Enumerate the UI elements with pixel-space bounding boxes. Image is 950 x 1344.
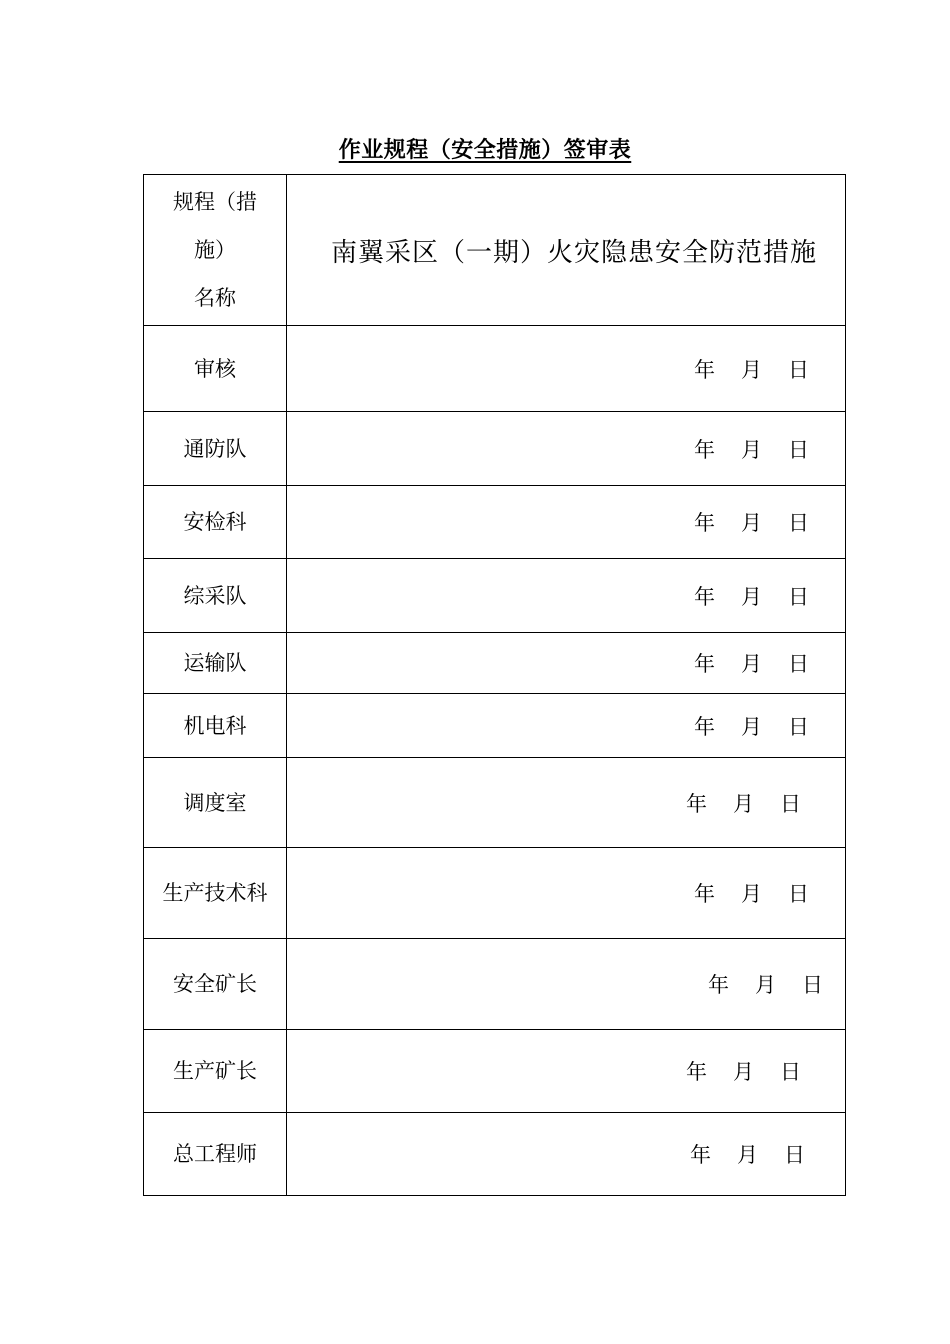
day-label: 日 bbox=[780, 1060, 801, 1084]
year-label: 年 bbox=[686, 791, 707, 816]
table-row bbox=[144, 694, 846, 758]
table-row bbox=[144, 1113, 846, 1196]
date-line bbox=[694, 434, 809, 464]
row-label-chief-engineer: 总工程师 bbox=[144, 1113, 287, 1196]
table-row bbox=[144, 559, 846, 633]
signature-cell-electromechanical[interactable] bbox=[287, 694, 846, 758]
procedure-name-label-line1: 规程（措 bbox=[173, 190, 257, 214]
table-row bbox=[144, 412, 846, 486]
date-line bbox=[694, 507, 809, 537]
year-label: 年 bbox=[694, 511, 715, 535]
signature-cell-production-technology[interactable] bbox=[287, 848, 846, 939]
month-label: 月 bbox=[741, 357, 762, 382]
day-label: 日 bbox=[788, 714, 809, 739]
sign-review-table bbox=[143, 174, 846, 1196]
day-label: 日 bbox=[802, 973, 823, 997]
year-label: 年 bbox=[686, 1060, 707, 1084]
row-label-safety-inspection: 安检科 bbox=[144, 486, 287, 559]
month-label: 月 bbox=[733, 791, 754, 816]
month-label: 月 bbox=[733, 1060, 754, 1084]
row-label-transport-team: 运输队 bbox=[144, 633, 287, 694]
signature-cell-chief-engineer[interactable] bbox=[287, 1113, 846, 1196]
month-label: 月 bbox=[737, 1143, 758, 1167]
signature-cell-review[interactable] bbox=[287, 326, 846, 412]
day-label: 日 bbox=[788, 882, 809, 906]
day-label: 日 bbox=[788, 511, 809, 535]
procedure-name-label bbox=[144, 175, 287, 326]
procedure-name-label-line2: 施） bbox=[194, 238, 236, 262]
month-label: 月 bbox=[741, 437, 762, 462]
month-label: 月 bbox=[741, 882, 762, 906]
date-line bbox=[690, 1139, 805, 1169]
date-line bbox=[694, 711, 809, 741]
year-label: 年 bbox=[690, 1143, 711, 1167]
day-label: 日 bbox=[788, 584, 809, 609]
signature-cell-safety-inspection[interactable] bbox=[287, 486, 846, 559]
date-line bbox=[686, 788, 801, 818]
signature-cell-mining-team[interactable] bbox=[287, 559, 846, 633]
month-label: 月 bbox=[741, 584, 762, 609]
month-label: 月 bbox=[741, 511, 762, 535]
year-label: 年 bbox=[694, 357, 715, 382]
date-line bbox=[694, 354, 809, 384]
row-label-production-mine-director: 生产矿长 bbox=[144, 1030, 287, 1113]
procedure-name-value-cell bbox=[287, 175, 846, 326]
year-label: 年 bbox=[708, 973, 729, 997]
row-label-mining-team: 综采队 bbox=[144, 559, 287, 633]
date-line bbox=[694, 581, 809, 611]
signature-cell-dispatch-room[interactable] bbox=[287, 758, 846, 848]
procedure-name-label-line3: 名称 bbox=[194, 286, 236, 310]
day-label: 日 bbox=[780, 791, 801, 816]
signature-cell-production-mine-director[interactable] bbox=[287, 1030, 846, 1113]
year-label: 年 bbox=[694, 882, 715, 906]
document-title: 作业规程（安全措施）签审表 bbox=[338, 138, 632, 163]
row-label-electromechanical: 机电科 bbox=[144, 694, 287, 758]
signature-cell-ventilation-team[interactable] bbox=[287, 412, 846, 486]
row-label-review: 审核 bbox=[144, 326, 287, 412]
year-label: 年 bbox=[694, 714, 715, 739]
table-row bbox=[144, 758, 846, 848]
signature-cell-transport-team[interactable] bbox=[287, 633, 846, 694]
day-label: 日 bbox=[788, 437, 809, 462]
year-label: 年 bbox=[694, 584, 715, 609]
table-row-procedure-name bbox=[144, 175, 846, 326]
table-row bbox=[144, 939, 846, 1030]
procedure-name-value: 南翼采区（一期）火灾隐患安全防范措施 bbox=[330, 237, 817, 268]
day-label: 日 bbox=[788, 357, 809, 382]
table-row bbox=[144, 633, 846, 694]
month-label: 月 bbox=[741, 652, 762, 676]
day-label: 日 bbox=[788, 652, 809, 676]
row-label-safety-mine-director: 安全矿长 bbox=[144, 939, 287, 1030]
row-label-production-technology: 生产技术科 bbox=[144, 848, 287, 939]
day-label: 日 bbox=[784, 1143, 805, 1167]
row-label-dispatch-room: 调度室 bbox=[144, 758, 287, 848]
table-row bbox=[144, 848, 846, 939]
year-label: 年 bbox=[694, 437, 715, 462]
year-label: 年 bbox=[694, 652, 715, 676]
table-row bbox=[144, 1030, 846, 1113]
date-line bbox=[708, 969, 823, 999]
month-label: 月 bbox=[755, 973, 776, 997]
row-label-ventilation-team: 通防队 bbox=[144, 412, 287, 486]
table-row bbox=[144, 326, 846, 412]
month-label: 月 bbox=[741, 714, 762, 739]
signature-cell-safety-mine-director[interactable] bbox=[287, 939, 846, 1030]
date-line bbox=[694, 648, 809, 678]
table-row bbox=[144, 486, 846, 559]
date-line bbox=[694, 878, 809, 908]
date-line bbox=[686, 1056, 801, 1086]
